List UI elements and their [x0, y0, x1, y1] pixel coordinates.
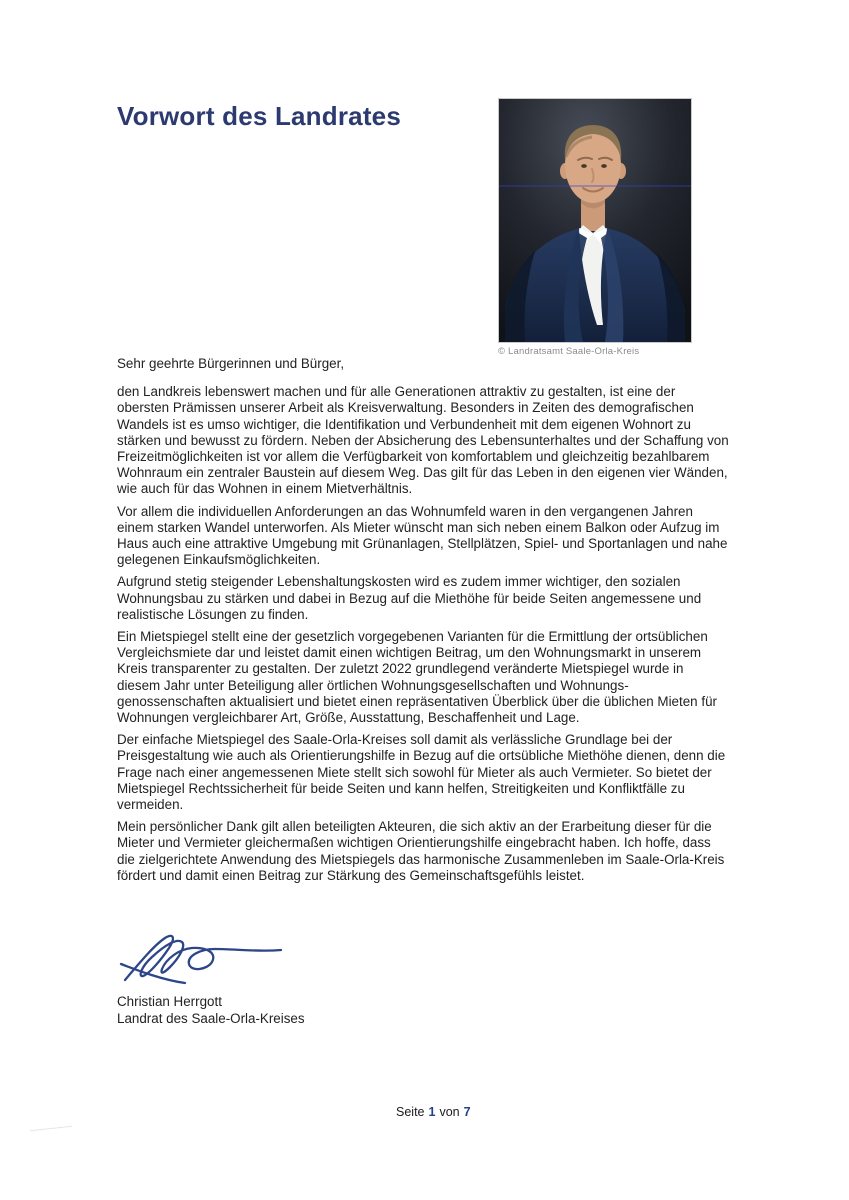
paragraph: Der einfache Mietspiegel des Saale-Orla-Kreises soll damit als verlässliche Grundlage bei der Preisgestaltung wie auch als Orientierungshilfe in Bezug auf die ortsübliche Miethöhe dienen, denn die Frage nach einer angemessenen Miete stellt sich sowohl für Mieter als auch Vermieter. So bietet der Mietspiegel Rechtssicherheit für beide Seiten und kann helfen, Streitigkeiten und Konfliktfälle zu vermeiden.	[117, 732, 726, 813]
paragraph: Vor allem die individuellen Anforderungen an das Wohnumfeld waren in den vergangenen Jahren einem starken Wandel unterworfen. Als Mieter wünscht man sich neben einem Balkon oder Aufzug im Haus auch eine attraktive Umgebung mit Grünanlagen, Stellplätzen, Spiel- und Sportanlagen und nahe gelegenen Einkaufsmöglichkeiten.	[117, 503, 728, 568]
footer-page-total: 7	[463, 1105, 471, 1119]
footer-page-number: 1	[428, 1105, 436, 1119]
handwritten-signature	[119, 928, 287, 990]
page-title: Vorwort des Landrates	[117, 101, 402, 131]
paragraph: Aufgrund stetig steigender Lebenshaltungskosten wird es zudem immer wichtiger, den sozialen Wohnungsbau zu stärken und dabei in Bezug auf die Miethöhe für beide Seiten angemessene und realistische Lösungen zu finden.	[117, 574, 702, 622]
salutation: Sehr geehrte Bürgerinnen und Bürger,	[117, 356, 345, 371]
footer-label-page: Seite	[396, 1105, 425, 1119]
letter-body	[117, 356, 729, 890]
portrait-photo	[498, 98, 692, 343]
signature-block	[117, 928, 437, 1027]
paragraph: den Landkreis lebenswert machen und für alle Generationen attraktiv zu gestalten, ist eine der obersten Prämissen unserer Arbeit als Kreisverwaltung. Besonders in Zeiten des demografischen Wandels ist es umso wichtiger, die Identifikation und Verbundenheit mit dem eigenen Wohnort zu stärken und bewusst zu fördern. Neben der Absicherung des Lebensunterhaltes und der Schaffung von Freizeitmöglichkeiten ist vor allem die Verfügbarkeit von komfortablem und gleichzeitig bezahlbarem Wohnraum ein zentraler Baustein auf diesem Weg. Das gilt für das Leben in den eigenen vier Wänden, wie auch für das Wohnen in einem Mietverhältnis.	[117, 384, 729, 497]
page-footer	[396, 1105, 471, 1119]
paragraph: Mein persönlicher Dank gilt allen beteiligten Akteuren, die sich aktiv an der Erarbeitung dieser für die Mieter und Vermieter gleichermaßen wichtigen Orientierungshilfe eingebracht haben. Ich hoffe, dass die zielgerichtete Anwendung des Mietspiegels das harmonische Zusammenleben im Saale-Orla-Kreis fördert und damit einen Beitrag zur Stärkung des Gemeinschaftsgefühls leistet.	[117, 819, 725, 883]
signatory-title: Landrat des Saale-Orla-Kreises	[117, 1010, 305, 1026]
signatory-name: Christian Herrgott	[117, 994, 222, 1009]
photo-caption: © Landratsamt Saale-Orla-Kreis	[498, 346, 640, 357]
footer-label-of: von	[439, 1105, 460, 1119]
paragraph: Ein Mietspiegel stellt eine der gesetzlich vorgegebenen Varianten für die Ermittlung der ortsüblichen Vergleichsmiete dar und leistet damit einen wichtigen Beitrag, um den Wohnungsmarkt in unserem Kreis transparenter zu gestalten. Der zuletzt 2022 grundlegend veränderte Mietspiegel wurde in diesem Jahr unter Beteiligung aller örtlichen Wohnungsgesellschaften und Wohnungsgenossenschaften aktualisiert und bietet einen repräsentativen Überblick über die üblichen Mieten für Wohnungen vergleichbarer Art, Größe, Ausstattung, Beschaffenheit und Lage.	[117, 629, 717, 726]
scan-smudge-artifact	[30, 1126, 72, 1131]
portrait-figure	[498, 98, 690, 357]
